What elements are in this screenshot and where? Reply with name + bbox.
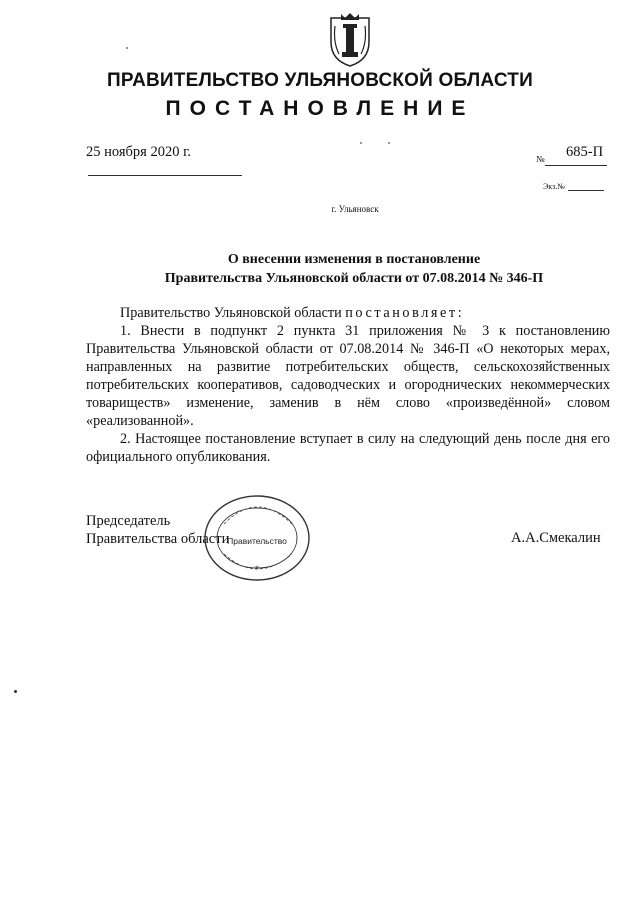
subject-line-1: О внесении изменения в постановление [227, 252, 481, 267]
signatory-title-line-1: Председатель [86, 513, 171, 529]
scan-speck [360, 142, 362, 144]
intro-decree-word: постановляет: [345, 305, 465, 321]
date-underline [88, 175, 242, 176]
margin-dot [14, 690, 17, 693]
intro-prefix: Правительство Ульяновской области [120, 305, 342, 321]
document-body [86, 304, 610, 466]
signatory-title-line-2: Правительства области [86, 531, 230, 547]
scan-speck [388, 142, 390, 144]
signatory-name: А.А.Смекалин [511, 530, 601, 546]
intro-paragraph [86, 304, 610, 322]
document-date: 25 ноября 2020 г. [86, 144, 192, 160]
item-2: 2. Настоящее постановление вступает в силу на следующий день после дня его официального опубликования. [86, 431, 610, 465]
document-number: 685-П [566, 144, 604, 160]
city: г. Ульяновск [331, 204, 379, 214]
document-type: ПОСТАНОВЛЕНИЕ [165, 97, 475, 120]
government-title: ПРАВИТЕЛЬСТВО УЛЬЯНОВСКОЙ ОБЛАСТИ [107, 70, 533, 91]
scan-speck [126, 47, 128, 49]
document-subject [80, 250, 628, 288]
copy-number-underline [568, 190, 604, 191]
subject-line-2: Правительства Ульяновской области от 07.08.2014 № 346-П [164, 271, 544, 286]
stamp-center-text: Правительство [227, 536, 287, 546]
item-1: 1. Внести в подпункт 2 пункта 31 приложения № 3 к постановлению Правительства Ульяновской области от 07.08.2014 № 346-П «О некоторых мерах, направленных на развитие потребительских обществ, сельскохозяйственных потребительских кооперативов, садоводческих и огороднических некоммерческих товариществ» изменение, заменив в нём слово «произведённой» словом «реализованной». [86, 323, 610, 429]
svg-text:*: * [254, 564, 260, 574]
number-sign: № [536, 154, 545, 164]
coat-of-arms-icon [327, 12, 373, 68]
copy-number-label: Экз.№ [543, 182, 565, 191]
number-underline [545, 165, 607, 166]
official-stamp [202, 494, 312, 582]
